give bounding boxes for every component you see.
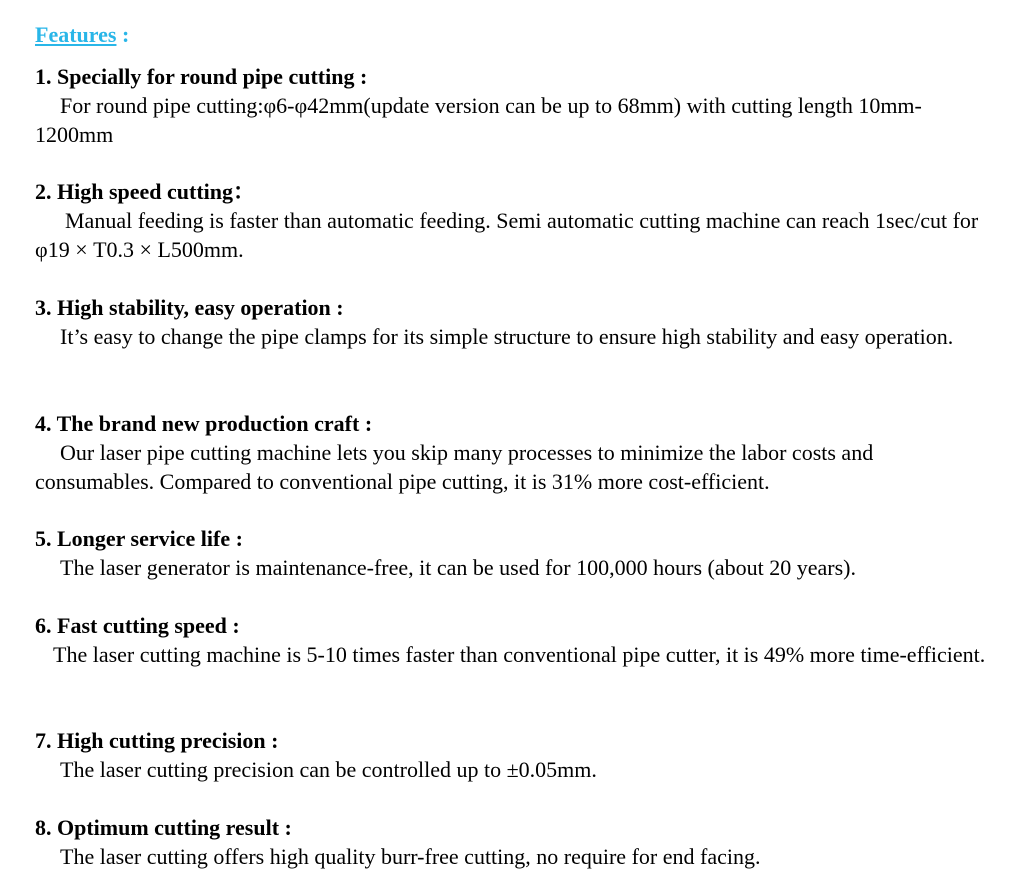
feature-title: 2. High speed cutting： xyxy=(35,179,256,204)
feature-item-2 xyxy=(35,177,995,264)
feature-item-6 xyxy=(35,611,995,669)
feature-description: Manual feeding is faster than automatic feeding. Semi automatic cutting machine can reach 1sec/cut for φ19 × T0.3 × L500mm. xyxy=(35,208,979,262)
feature-title: 3. High stability, easy operation : xyxy=(35,295,344,320)
feature-description: It’s easy to change the pipe clamps for its simple structure to ensure high stability and easy operation. xyxy=(60,324,954,349)
features-heading xyxy=(35,20,129,50)
feature-item-4 xyxy=(35,409,995,496)
feature-item-5 xyxy=(35,524,995,582)
feature-item-8 xyxy=(35,813,995,871)
feature-title: 4. The brand new production craft : xyxy=(35,411,373,436)
features-heading-colon: : xyxy=(116,22,130,47)
feature-description: Our laser pipe cutting machine lets you skip many processes to minimize the labor costs and consumables. Compared to conventional pipe cutting, it is 31% more cost-efficient. xyxy=(35,440,874,494)
feature-description: For round pipe cutting:φ6-φ42mm(update version can be up to 68mm) with cutting length 10mm-1200mm xyxy=(35,93,922,147)
feature-item-1 xyxy=(35,62,995,149)
feature-title: 7. High cutting precision : xyxy=(35,728,279,753)
feature-description: The laser cutting machine is 5-10 times faster than conventional pipe cutter, it is 49% more time-efficient. xyxy=(53,642,986,667)
feature-item-3 xyxy=(35,293,995,351)
feature-title: 1. Specially for round pipe cutting : xyxy=(35,64,368,89)
feature-description: The laser generator is maintenance-free, it can be used for 100,000 hours (about 20 years). xyxy=(60,555,856,580)
feature-title: 5. Longer service life : xyxy=(35,526,243,551)
features-link[interactable]: Features xyxy=(35,22,117,47)
feature-description: The laser cutting precision can be controlled up to ±0.05mm. xyxy=(60,757,597,782)
feature-item-7 xyxy=(35,726,995,784)
feature-title: 8. Optimum cutting result : xyxy=(35,815,292,840)
feature-title: 6. Fast cutting speed : xyxy=(35,613,240,638)
feature-description: The laser cutting offers high quality burr-free cutting, no require for end facing. xyxy=(60,844,761,869)
